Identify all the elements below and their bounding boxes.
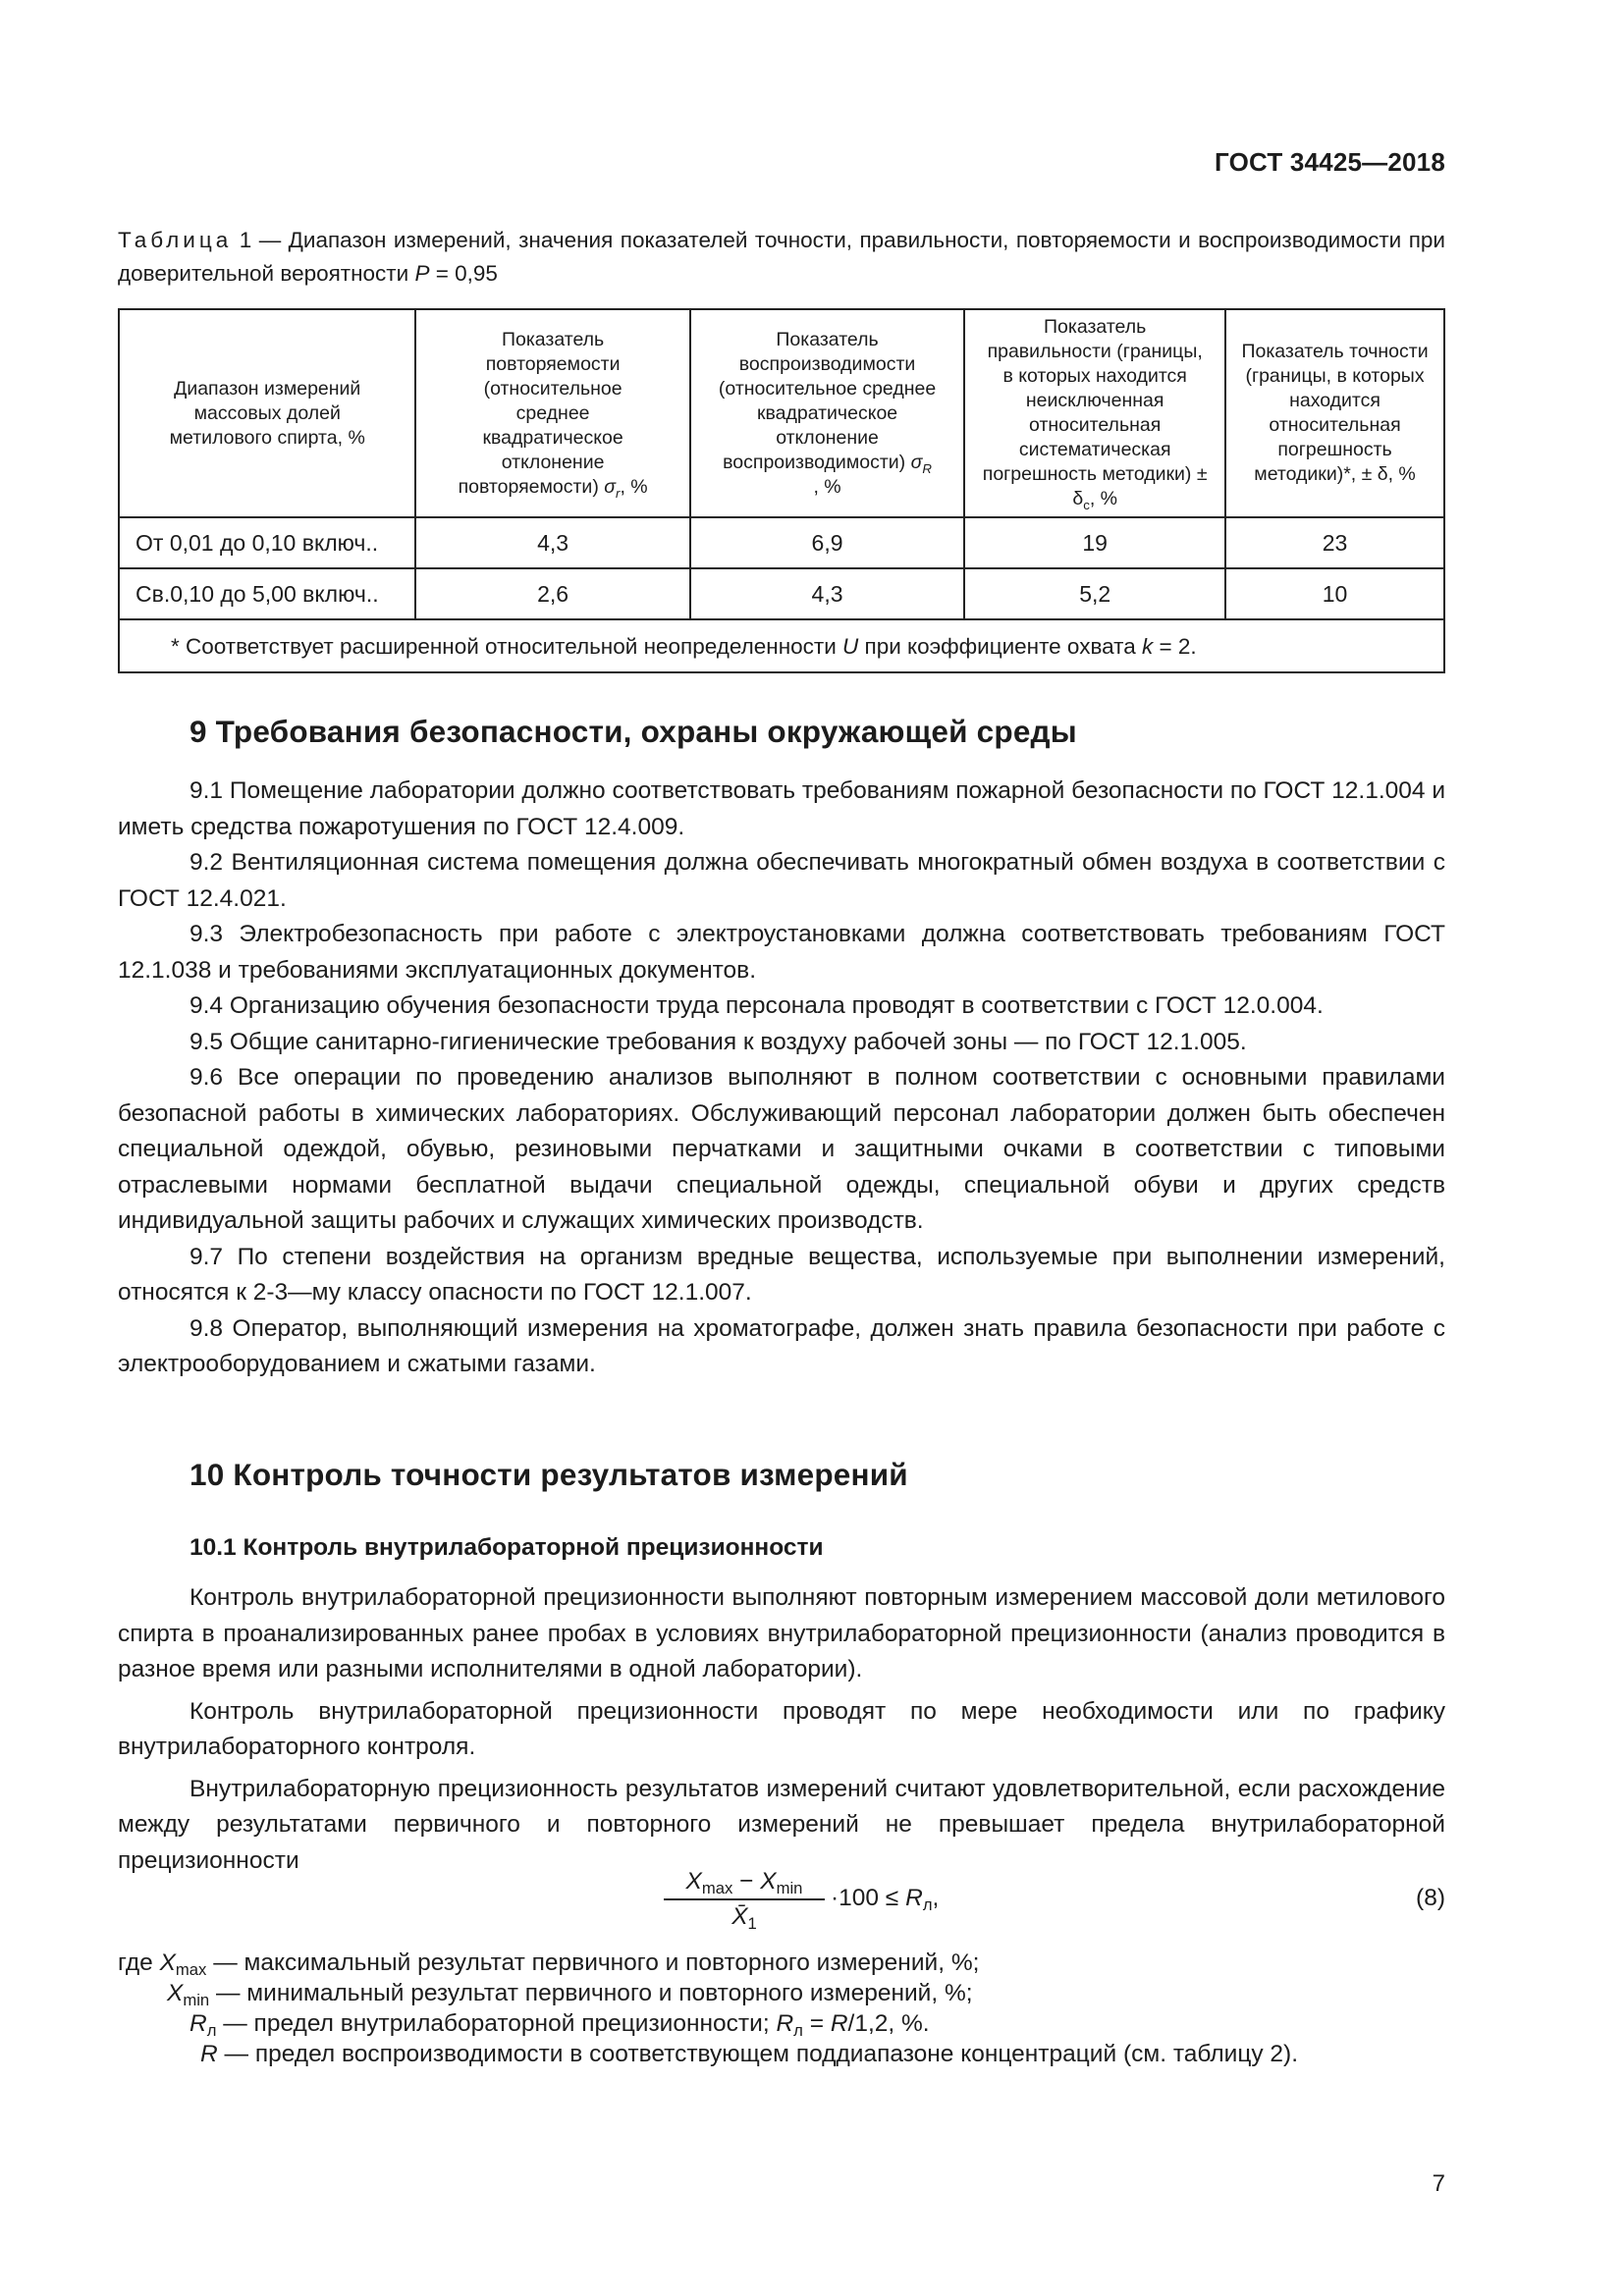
table-caption: Таблица 1 — Диапазон измерений, значения показателей точности, правильности, повторяемости и воспроизводимости при доверительной вероятности P = 0,95 bbox=[118, 228, 1445, 286]
header-trueness: Показатель правильности (границы, в которых находится неисключенная относительная систематическая погрешность методики) ± $\delta_c$, % bbox=[964, 309, 1225, 517]
definition-xmax: где $X_{max}$ — максимальный результат первичного и повторного измерений, %; bbox=[118, 1949, 980, 1979]
paragraph: 9.5 Общие санитарно-гигиенические требования к воздуху рабочей зоны — по ГОСТ 12.1.005. bbox=[189, 1028, 1247, 1055]
paragraph: Контроль внутрилабораторной прецизионности проводят по мере необходимости или по графику внутрилабораторного контроля. bbox=[118, 1697, 1445, 1760]
formula-numerator: $X_{max} - X_{min}$ bbox=[664, 1867, 825, 1900]
header-accuracy: Показатель точности (границы, в которых находится относительная погрешность методики)*, ± δ, % bbox=[1225, 309, 1444, 517]
cell-repeatability: 4,3 bbox=[415, 517, 689, 568]
paragraph: 9.1 Помещение лаборатории должно соответствовать требованиям пожарной безопасности по ГОСТ 12.1.004 и иметь средства пожаротушения по ГОСТ 12.4.009. bbox=[118, 777, 1445, 840]
subsection-10-1-title: 10.1 Контроль внутрилабораторной прецизионности bbox=[189, 1534, 824, 1561]
cell-reproducibility: 4,3 bbox=[690, 568, 965, 619]
header-repeatability: Показатель повторяемости (относительное среднее квадратическое отклонение повторяемости) $\sigma_r$, % bbox=[415, 309, 689, 517]
section-9-body bbox=[118, 774, 1445, 1383]
section-9-title: 9 Требования безопасности, охраны окружающей среды bbox=[189, 714, 1077, 749]
formula-fraction bbox=[664, 1867, 825, 1934]
cell-trueness: 5,2 bbox=[964, 568, 1225, 619]
definition-xmin: $X_{min}$ — минимальный результат первичного и повторного измерений, %; bbox=[167, 1980, 973, 2009]
section-10-body bbox=[118, 1580, 1445, 1879]
table-note: * Соответствует расширенной относительной неопределенности U при коэффициенте охвата k = 2. bbox=[119, 619, 1444, 672]
page-number: 7 bbox=[1432, 2170, 1445, 2197]
formula-definitions bbox=[118, 1948, 1445, 2069]
cell-accuracy: 10 bbox=[1225, 568, 1444, 619]
formula-8 bbox=[118, 1867, 1445, 1946]
accuracy-table bbox=[118, 308, 1445, 673]
section-10-title: 10 Контроль точности результатов измерений bbox=[189, 1457, 908, 1492]
table-row bbox=[119, 568, 1444, 619]
paragraph: 9.7 По степени воздействия на организм вредные вещества, используемые при выполнении измерений, относятся к 2-3—му классу опасности по ГОСТ 12.1.007. bbox=[118, 1243, 1445, 1306]
paragraph: 9.6 Все операции по проведению анализов выполняют в полном соответствии с основными правилами безопасной работы в химических лабораториях. Обслуживающий персонал лаборатории должен быть обеспечен специальной одеждой, обувью, резиновыми перчатками и защитными очками в соответствии с типовыми отраслевыми нормами бесплатной выдачи специальной одежды, специальной обуви и других средств индивидуальной защиты рабочих и служащих химических производств. bbox=[118, 1064, 1445, 1234]
formula-number: (8) bbox=[1416, 1885, 1445, 1911]
table-row bbox=[119, 517, 1444, 568]
standard-number: ГОСТ 34425—2018 bbox=[1215, 147, 1445, 177]
paragraph: Внутрилабораторную прецизионность результатов измерений считают удовлетворительной, если расхождение между результатами первичного и повторного измерений не превышает предела внутрилабораторной прецизионности bbox=[118, 1775, 1445, 1874]
paragraph: 9.3 Электробезопасность при работе с электроустановками должна соответствовать требованиям ГОСТ 12.1.038 и требованиями эксплуатационных документов. bbox=[118, 921, 1445, 984]
paragraph: 9.8 Оператор, выполняющий измерения на хроматографе, должен знать правила безопасности при работе с электрооборудованием и сжатыми газами. bbox=[118, 1314, 1445, 1377]
formula-right-side: $\cdot 100 \le R_л$, bbox=[831, 1885, 940, 1914]
definition-r: R — предел воспроизводимости в соответствующем поддиапазоне концентраций (см. таблицу 2). bbox=[200, 2041, 1299, 2067]
header-range: Диапазон измерений массовых долей метилового спирта, % bbox=[119, 309, 415, 517]
table-note-row bbox=[119, 619, 1444, 672]
cell-trueness: 19 bbox=[964, 517, 1225, 568]
formula-denominator: $X̄_1$ bbox=[731, 1903, 757, 1933]
cell-range: Св.0,10 до 5,00 включ.. bbox=[119, 568, 415, 619]
cell-accuracy: 23 bbox=[1225, 517, 1444, 568]
paragraph: 9.4 Организацию обучения безопасности труда персонала проводят в соответствии с ГОСТ 12.0.004. bbox=[189, 992, 1324, 1019]
definition-rl: $R_л$ — предел внутрилабораторной прецизионности; $R_л = R/1,2$, %. bbox=[189, 2010, 930, 2040]
table-caption-label: Таблица bbox=[118, 228, 233, 252]
table-header-row bbox=[119, 309, 1444, 517]
paragraph: Контроль внутрилабораторной прецизионности выполняют повторным измерением массовой доли метилового спирта в проанализированных ранее пробах в условиях внутрилабораторной прецизионности (анализ проводится в разное время или разными исполнителями в одной лаборатории). bbox=[118, 1584, 1445, 1682]
cell-repeatability: 2,6 bbox=[415, 568, 689, 619]
header-reproducibility: Показатель воспроизводимости (относительное среднее квадратическое отклонение воспроизводимости) $\sigma_R$ , % bbox=[690, 309, 965, 517]
cell-reproducibility: 6,9 bbox=[690, 517, 965, 568]
cell-range: От 0,01 до 0,10 включ.. bbox=[119, 517, 415, 568]
paragraph: 9.2 Вентиляционная система помещения должна обеспечивать многократный обмен воздуха в соответствии с ГОСТ 12.4.021. bbox=[118, 849, 1445, 912]
